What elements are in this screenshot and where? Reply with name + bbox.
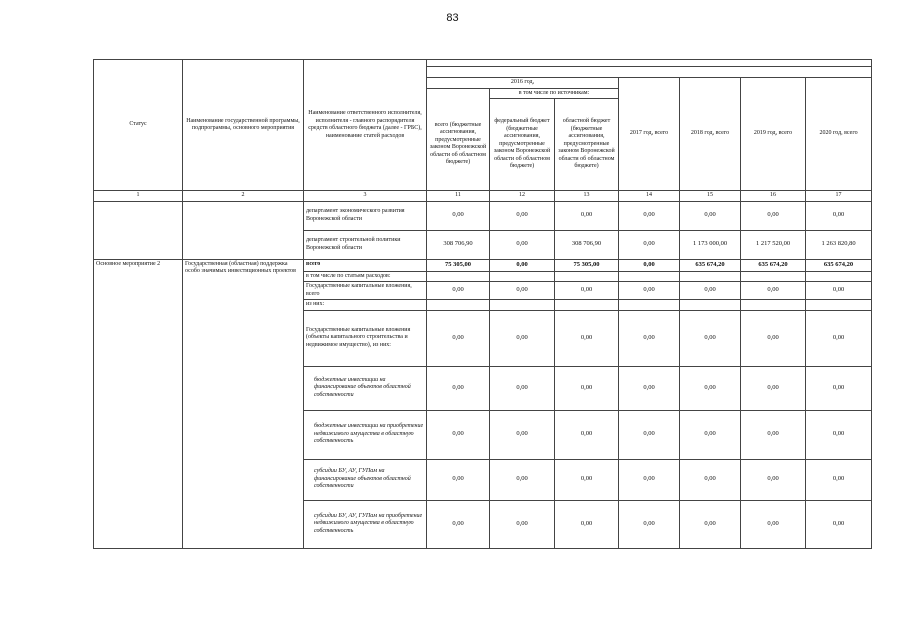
- value-cell: 0,00: [619, 410, 680, 459]
- value-cell: 635 674,20: [680, 259, 741, 271]
- executor-cell: субсидии БУ, АУ, ГУПам на финансирование объектов областной собственности: [304, 459, 427, 500]
- value-cell: 0,00: [427, 310, 490, 366]
- col-num: 16: [741, 191, 806, 202]
- value-cell: 308 706,90: [427, 230, 490, 259]
- value-cell: 0,00: [619, 230, 680, 259]
- value-cell: 0,00: [619, 201, 680, 230]
- value-cell: 0,00: [490, 282, 555, 300]
- value-cell: 0,00: [680, 410, 741, 459]
- header-program: Наименование государственной программы, подпрограммы, основного мероприятия: [183, 60, 304, 191]
- status-cell: [94, 201, 183, 259]
- value-cell: 0,00: [427, 201, 490, 230]
- value-cell: 0,00: [680, 366, 741, 410]
- value-cell: [741, 271, 806, 282]
- value-cell: 1 173 000,00: [680, 230, 741, 259]
- value-cell: 0,00: [619, 310, 680, 366]
- value-cell: [555, 271, 619, 282]
- value-cell: 0,00: [427, 459, 490, 500]
- col-num: 2: [183, 191, 304, 202]
- value-cell: [555, 300, 619, 311]
- value-cell: [619, 271, 680, 282]
- value-cell: [490, 300, 555, 311]
- value-cell: 0,00: [680, 459, 741, 500]
- value-cell: 635 674,20: [806, 259, 872, 271]
- program-cell: Государственная (областная) поддержка особо значимых инвестиционных проектов: [183, 259, 304, 548]
- value-cell: 0,00: [741, 459, 806, 500]
- status-cell: Основное мероприятие 2: [94, 259, 183, 548]
- value-cell: 0,00: [680, 201, 741, 230]
- executor-cell: в том числе по статьям расходов:: [304, 271, 427, 282]
- value-cell: 0,00: [619, 459, 680, 500]
- value-cell: 308 706,90: [555, 230, 619, 259]
- value-cell: 0,00: [555, 366, 619, 410]
- col-num: 17: [806, 191, 872, 202]
- program-cell: [183, 201, 304, 259]
- value-cell: 0,00: [555, 459, 619, 500]
- header-spacer: [427, 67, 872, 78]
- value-cell: 0,00: [490, 230, 555, 259]
- value-cell: 0,00: [555, 500, 619, 548]
- executor-cell: департамент строительной политики Воронежской области: [304, 230, 427, 259]
- value-cell: 0,00: [680, 500, 741, 548]
- value-cell: 0,00: [619, 500, 680, 548]
- value-cell: [741, 300, 806, 311]
- value-cell: 0,00: [427, 500, 490, 548]
- header-top-band: [427, 60, 872, 67]
- value-cell: 0,00: [490, 410, 555, 459]
- value-cell: 0,00: [555, 282, 619, 300]
- value-cell: 0,00: [555, 201, 619, 230]
- header-2020: 2020 год, всего: [806, 78, 872, 191]
- value-cell: 1 263 820,80: [806, 230, 872, 259]
- value-cell: [806, 271, 872, 282]
- value-cell: [680, 271, 741, 282]
- value-cell: 0,00: [555, 310, 619, 366]
- col-num: 13: [555, 191, 619, 202]
- executor-cell: из них:: [304, 300, 427, 311]
- col-num: 1: [94, 191, 183, 202]
- value-cell: 0,00: [490, 201, 555, 230]
- page-number: 83: [446, 12, 459, 24]
- column-numbers-row: [94, 191, 872, 202]
- value-cell: [427, 271, 490, 282]
- col-num: 12: [490, 191, 555, 202]
- value-cell: 0,00: [490, 310, 555, 366]
- value-cell: 75 305,00: [555, 259, 619, 271]
- value-cell: 0,00: [427, 410, 490, 459]
- value-cell: 0,00: [806, 366, 872, 410]
- value-cell: [427, 300, 490, 311]
- value-cell: 0,00: [806, 310, 872, 366]
- executor-cell: всего: [304, 259, 427, 271]
- col-num: 11: [427, 191, 490, 202]
- value-cell: [490, 271, 555, 282]
- header-year-2016: 2016 год,: [427, 78, 619, 89]
- value-cell: 0,00: [806, 410, 872, 459]
- header-total-2016: всего (бюджетные ассигнования, предусмотренные законом Воронежской области об областном бюджете): [427, 99, 490, 191]
- header-federal: федеральный бюджет (бюджетные ассигнования, предусмотренные законом Воронежской области об областном бюджете): [490, 99, 555, 191]
- value-cell: 0,00: [427, 282, 490, 300]
- value-cell: 635 674,20: [741, 259, 806, 271]
- col-num: 3: [304, 191, 427, 202]
- value-cell: 0,00: [490, 366, 555, 410]
- value-cell: 0,00: [806, 500, 872, 548]
- value-cell: 0,00: [806, 201, 872, 230]
- value-cell: 0,00: [555, 410, 619, 459]
- executor-cell: бюджетные инвестиции на приобретение недвижимого имущества в областную собственность: [304, 410, 427, 459]
- value-cell: 0,00: [490, 500, 555, 548]
- value-cell: 75 305,00: [427, 259, 490, 271]
- value-cell: 0,00: [490, 259, 555, 271]
- budget-table: [93, 59, 872, 549]
- value-cell: 0,00: [741, 366, 806, 410]
- value-cell: 0,00: [619, 282, 680, 300]
- table-row: [94, 259, 872, 271]
- col-num: 15: [680, 191, 741, 202]
- value-cell: 0,00: [680, 310, 741, 366]
- header-2017: 2017 год, всего: [619, 78, 680, 191]
- value-cell: 1 217 520,00: [741, 230, 806, 259]
- header-incl-sources: в том числе по источникам:: [490, 88, 619, 99]
- value-cell: [806, 300, 872, 311]
- value-cell: 0,00: [741, 282, 806, 300]
- value-cell: 0,00: [427, 366, 490, 410]
- header-regional: областной бюджет (бюджетные ассигнования, предусмотренные законом Воронежской области об областном бюджете): [555, 99, 619, 191]
- value-cell: 0,00: [680, 282, 741, 300]
- executor-cell: бюджетные инвестиции на финансирование объектов областной собственности: [304, 366, 427, 410]
- executor-cell: Государственные капитальные вложения (объекты капитального строительства и недвижимое имущество), из них:: [304, 310, 427, 366]
- executor-cell: Государственные капитальные вложения, всего: [304, 282, 427, 300]
- value-cell: 0,00: [741, 410, 806, 459]
- value-cell: 0,00: [490, 459, 555, 500]
- value-cell: [619, 300, 680, 311]
- col-num: 14: [619, 191, 680, 202]
- header-2019: 2019 год, всего: [741, 78, 806, 191]
- value-cell: 0,00: [741, 201, 806, 230]
- table-row: [94, 201, 872, 230]
- header-status: Статус: [94, 60, 183, 191]
- value-cell: 0,00: [741, 500, 806, 548]
- header-2018: 2018 год, всего: [680, 78, 741, 191]
- value-cell: 0,00: [619, 366, 680, 410]
- value-cell: 0,00: [741, 310, 806, 366]
- value-cell: 0,00: [806, 282, 872, 300]
- header-cell-blank: [427, 88, 490, 99]
- executor-cell: субсидии БУ, АУ, ГУПам на приобретение недвижимого имущества в областную собственность: [304, 500, 427, 548]
- executor-cell: департамент экономического развития Воронежской области: [304, 201, 427, 230]
- header-executor: Наименование ответственного исполнителя, исполнителя - главного распорядителя средств областного бюджета (далее - ГРБС), наименование статей расходов: [304, 60, 427, 191]
- value-cell: 0,00: [806, 459, 872, 500]
- value-cell: [680, 300, 741, 311]
- value-cell: 0,00: [619, 259, 680, 271]
